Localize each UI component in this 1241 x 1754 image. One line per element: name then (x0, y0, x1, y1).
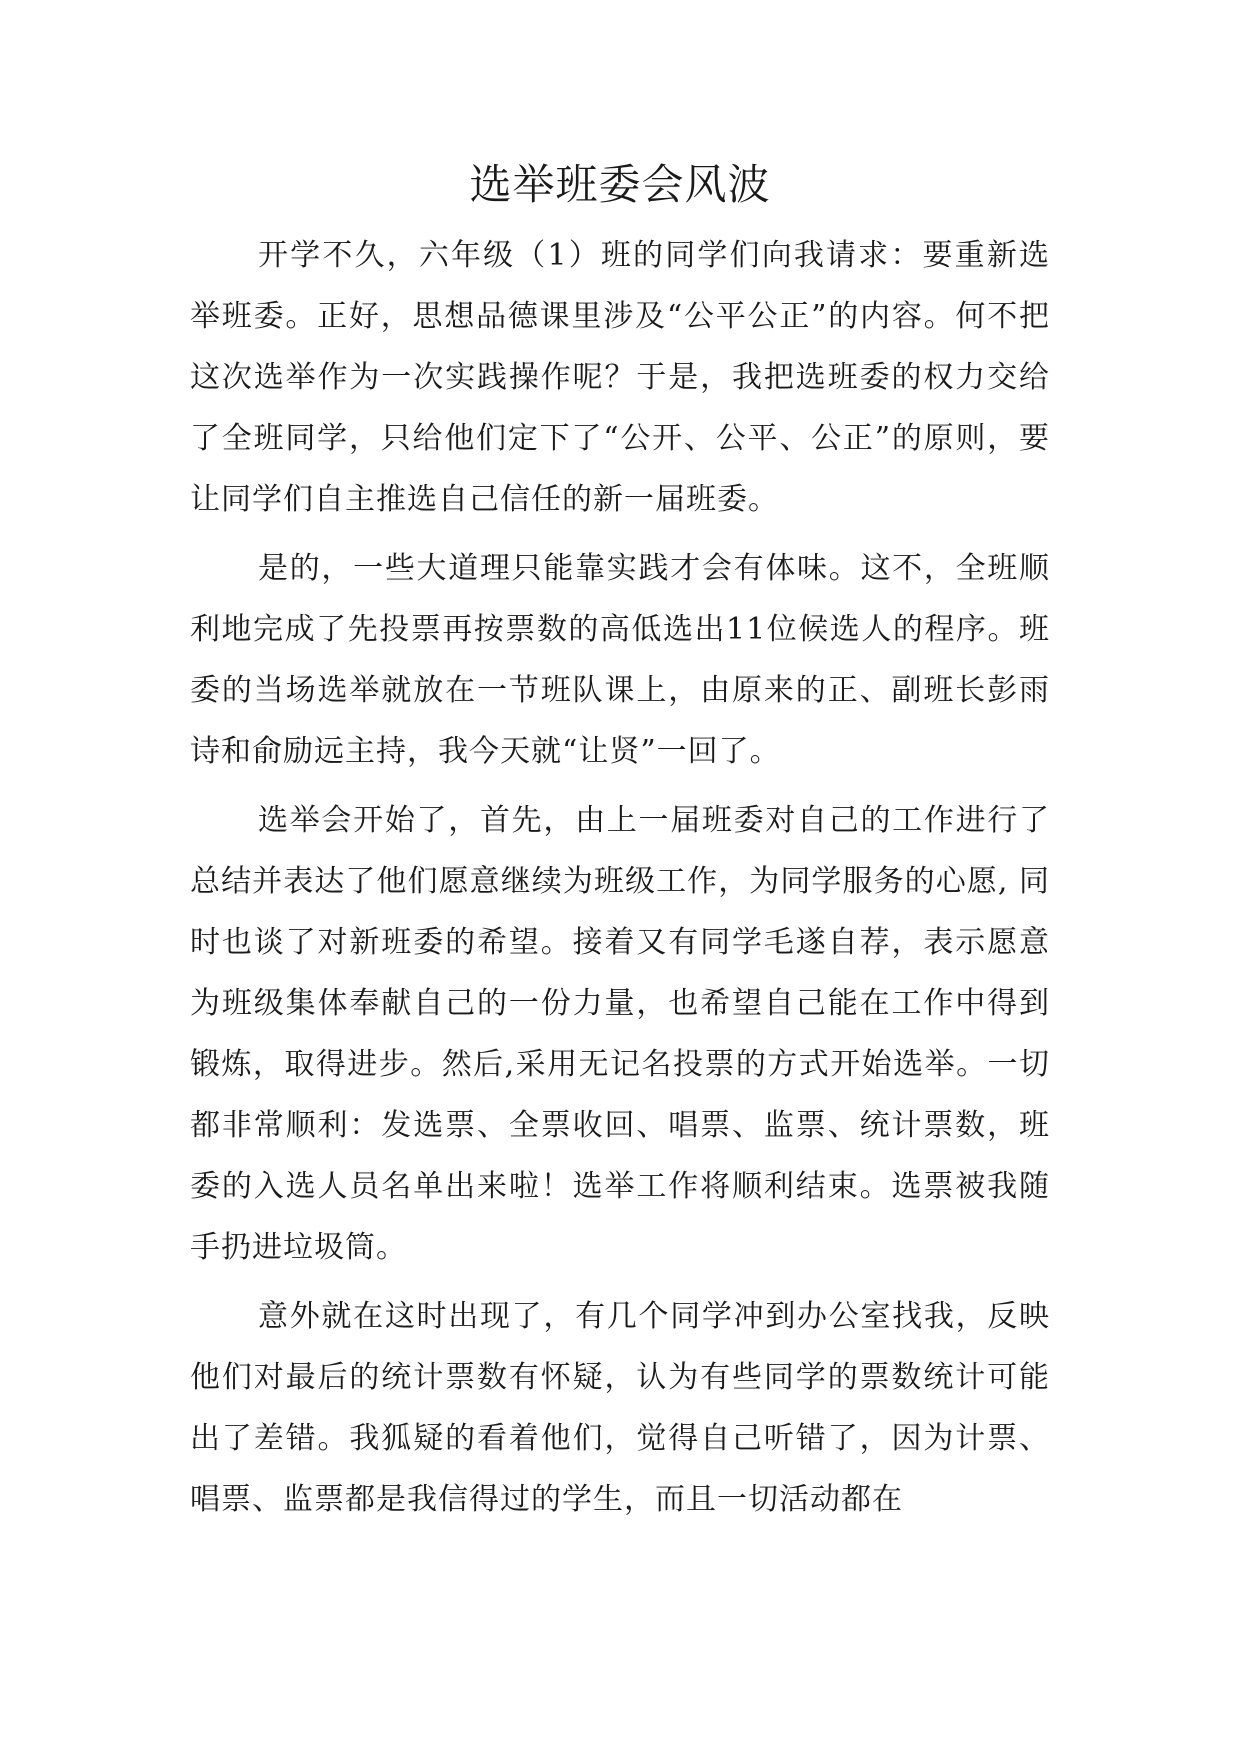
paragraph-4: 意外就在这时出现了，有几个同学冲到办公室找我，反映他们对最后的统计票数有怀疑，认为有些同学的票数统计可能出了差错。我狐疑的看着他们，觉得自己听错了，因为计票、唱票、监票都是我信得过的学生，而且一切活动都在 (190, 1299, 1050, 1517)
paragraph-1: 开学不久，六年级（1）班的同学们向我请求：要重新选举班委。正好，思想品德课里涉及“公平公正”的内容。何不把这次选举作为一次实践操作呢？于是，我把选班委的权力交给了全班同学，只给他们定下了“公开、公平、公正”的原则，要让同学们自主推选自己信任的新一届班委。 (190, 238, 1050, 517)
document-page (190, 155, 1050, 1538)
document-title: 选举班委会风波 (469, 160, 771, 209)
paragraph-3: 选举会开始了，首先，由上一届班委对自己的工作进行了总结并表达了他们愿意继续为班级工作，为同学服务的心愿, 同时也谈了对新班委的希望。接着又有同学毛遂自荐，表示愿意为班级集体奉献自己的一份力量，也希望自己能在工作中得到锻炼，取得进步。然后,采用无记名投票的方式开始选举。一切都非常顺利：发选票、全票收回、唱票、监票、统计票数，班委的入选人员名单出来啦！选举工作将顺利结束。选票被我随手扔进垃圾筒。 (190, 803, 1050, 1265)
paragraph-2: 是的，一些大道理只能靠实践才会有体味。这不，全班顺利地完成了先投票再按票数的高低选出11位候选人的程序。班委的当场选举就放在一节班队课上，由原来的正、副班长彭雨诗和俞励远主持，我今天就“让贤”一回了。 (190, 551, 1050, 769)
